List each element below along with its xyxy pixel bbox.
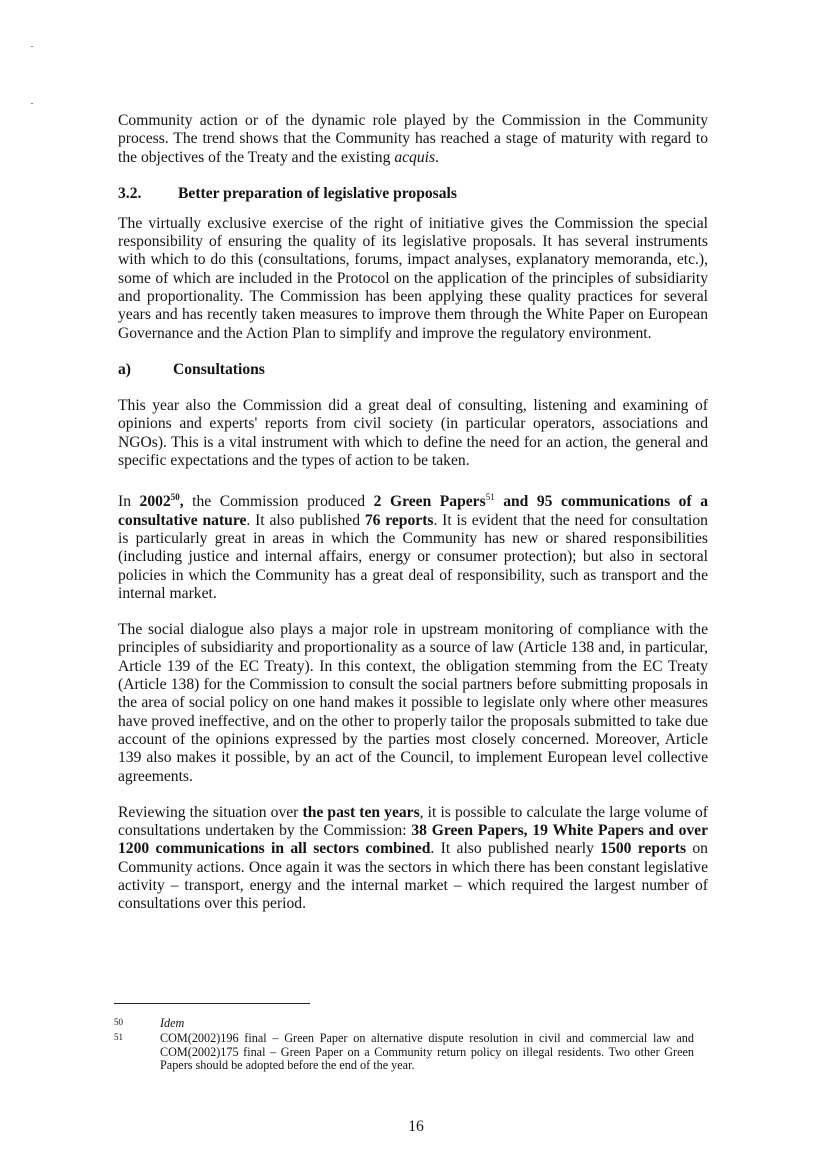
paragraph: In 2002$^{50}$, the Commission produced 2 Green Papers$^{51}$ and 95 communications of a consultative nature. It also published 76 reports. It is evident that the need for consultation is particularly great in areas in which the Community has new or shared responsibilities (including justice and internal affairs, energy or consumer protection); but also in sectoral policies in which the Community has a great deal of responsibility, such as transport and the internal market. xyxy=(118,492,708,602)
subsection-number: a) xyxy=(118,360,131,378)
section-number: 3.2. xyxy=(118,184,142,202)
footnote-mark: 51 xyxy=(114,1032,123,1042)
page-body xyxy=(118,112,708,914)
paragraph: The virtually exclusive exercise of the right of initiative gives the Commission the special responsibility of ensuring the quality of its legislative proposals. It has several instruments with which to do this (consultations, forums, impact analyses, explanatory memoranda, etc.), some of which are included in the Protocol on the application of the principles of subsidiarity and proportionality. The Commission has been applying these quality practices for several years and has recently taken measures to improve them through the White Paper on European Governance and the Action Plan to simplify and improve the regulatory environment. xyxy=(118,214,708,342)
margin-mark xyxy=(31,46,33,47)
italic-term: acquis xyxy=(394,148,436,166)
paragraph: This year also the Commission did a great deal of consulting, listening and examining of opinions and experts' reports from civil society (in particular operators, associations and NGOs). This is a vital instrument with which to define the need for an action, the general and specific expectations and the types of action to be taken. xyxy=(118,396,708,469)
subsection-title: Consultations xyxy=(173,360,265,378)
footnote-mark: 50 xyxy=(114,1017,123,1027)
section-title: Better preparation of legislative proposals xyxy=(178,184,457,202)
footnote-text: Idem xyxy=(160,1016,185,1030)
section-heading xyxy=(118,185,708,203)
footnote-ref: 51 xyxy=(485,492,495,503)
margin-mark xyxy=(31,103,33,104)
footnote xyxy=(114,1032,694,1073)
footnote-text: COM(2002)196 final – Green Paper on alternative dispute resolution in civil and commercial law and COM(2002)175 final – Green Paper on a Community return policy on illegal residents. Two other Green Papers should be adopted before the end of the year. xyxy=(160,1031,694,1072)
footnote-separator xyxy=(114,1003,310,1004)
paragraph-continuation: Community action or of the dynamic role played by the Commission in the Community process. The trend shows that the Community has reached a stage of maturity with regard to the objectives of the Treaty and the existing acquis. xyxy=(118,112,708,166)
paragraph: Reviewing the situation over the past ten years, it is possible to calculate the large volume of consultations undertaken by the Commission: 38 Green Papers, 19 White Papers and over 1200 communications in all sectors combined. It also published nearly 1500 reports on Community actions. Once again it was the sectors in which there has been constant legislative activity – transport, energy and the internal market – which required the largest number of consultations over this period. xyxy=(118,803,709,913)
page-number: 16 xyxy=(408,1118,424,1135)
paragraph: The social dialogue also plays a major role in upstream monitoring of compliance with the principles of subsidiarity and proportionality as a source of law (Article 138 and, in particular, Article 139 of the EC Treaty). In this context, the obligation stemming from the EC Treaty (Article 138) for the Commission to consult the social partners before submitting proposals in the area of social policy on one hand makes it possible to legislate only where other measures have proved ineffective, and on the other to properly tailor the proposals submitted to take due account of the opinions expressed by the parties most closely concerned. Moreover, Article 139 also makes it possible, by an act of the Council, to implement European level collective agreements. xyxy=(118,621,708,785)
footnote-ref: 50 xyxy=(170,492,180,503)
footnote xyxy=(114,1017,694,1031)
subsection-heading xyxy=(118,361,708,379)
